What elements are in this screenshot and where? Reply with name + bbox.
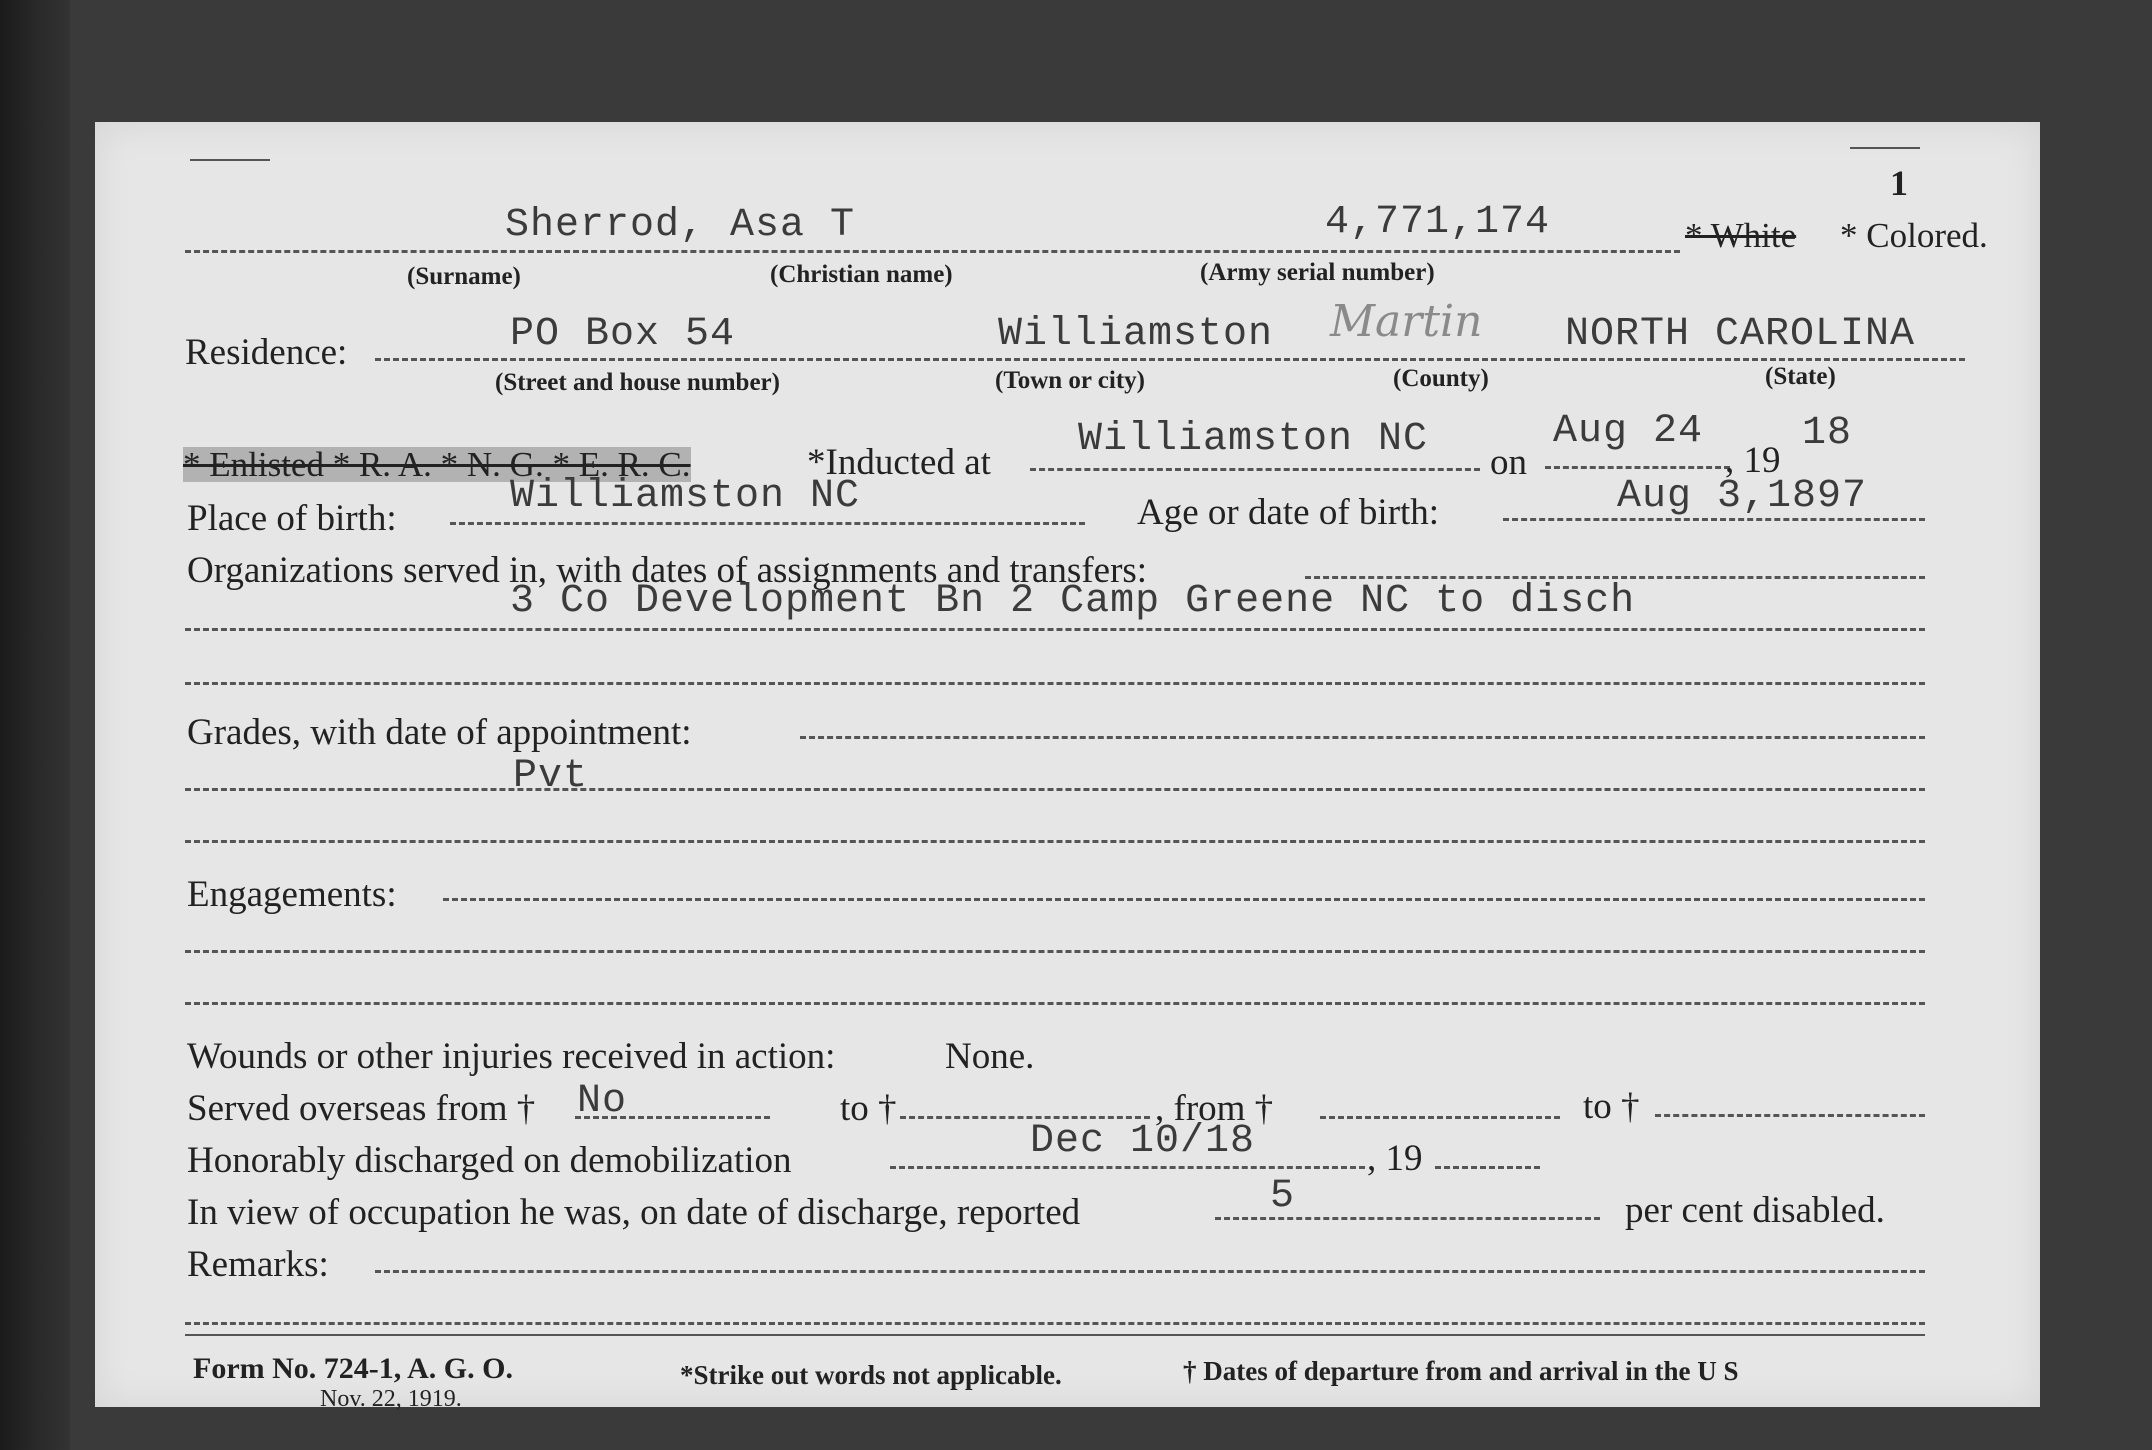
inducted-year-prefix: , 19: [1725, 440, 1781, 481]
birth-date: Aug 3,1897: [1617, 474, 1868, 519]
overseas-from2-label: , from †: [1155, 1088, 1274, 1129]
overseas-to-label: to †: [840, 1088, 897, 1129]
grades-line-3: [185, 840, 1925, 843]
discharge-year-suffix: , 19: [1367, 1138, 1423, 1179]
form-date: Nov. 22, 1919.: [320, 1386, 462, 1412]
disability-line: [1215, 1217, 1600, 1220]
grades-label: Grades, with date of appointment:: [187, 712, 692, 753]
discharge-label: Honorably discharged on demobilization: [187, 1140, 792, 1181]
wounds-label: Wounds or other injuries received in action:: [187, 1036, 836, 1077]
race-option-colored: * Colored.: [1840, 216, 1988, 255]
engagements-line-1: [443, 898, 1925, 901]
caption-state: (State): [1765, 363, 1836, 390]
organizations-line-2: [185, 628, 1925, 631]
grades-line-2: [185, 788, 1925, 791]
overseas-from2-line: [1320, 1116, 1560, 1119]
inducted-date-line: [1545, 466, 1730, 469]
residence-town: Williamston: [998, 312, 1274, 357]
engagements-label: Engagements:: [187, 874, 397, 915]
inducted-label: *Inducted at: [807, 442, 991, 483]
form-number: Form No. 724-1, A. G. O.: [193, 1352, 513, 1385]
birth-place: Williamston NC: [510, 474, 861, 519]
organizations-label: Organizations served in, with dates of assignments and transfers:: [187, 550, 1148, 591]
inducted-line: [1030, 468, 1480, 471]
left-scan-border: [0, 0, 70, 1450]
card-number: 1: [1890, 163, 1908, 203]
caption-street: (Street and house number): [495, 369, 780, 396]
birth-date-label: Age or date of birth:: [1137, 492, 1440, 533]
caption-serial-number: (Army serial number): [1200, 259, 1435, 286]
organizations-line-3: [185, 682, 1925, 685]
engagements-line-2: [185, 950, 1925, 953]
discharge-date: Dec 10/18: [1030, 1119, 1256, 1164]
remarks-line-1: [375, 1270, 1925, 1273]
discharge-line: [890, 1166, 1365, 1169]
remarks-label: Remarks:: [187, 1244, 329, 1285]
enlistment-options: * Enlisted * R. A. * N. G. * E. R. C.: [183, 445, 691, 484]
birth-date-line: [1503, 518, 1925, 521]
top-right-rule: [1850, 147, 1920, 149]
residence-line: [375, 358, 1965, 361]
footer-rule: [185, 1334, 1925, 1336]
caption-town: (Town or city): [995, 367, 1145, 394]
overseas-from-line: [575, 1116, 770, 1119]
name-line: [185, 250, 1680, 253]
race-option-white: * White: [1685, 216, 1797, 255]
wounds-value: None.: [945, 1036, 1035, 1077]
inducted-date: Aug 24: [1553, 409, 1704, 454]
service-record-card: [95, 122, 2040, 1412]
overseas-value: No: [577, 1079, 628, 1124]
birth-place-label: Place of birth:: [187, 498, 397, 539]
grades-line-1: [800, 736, 1925, 739]
footer-note-strike: *Strike out words not applicable.: [680, 1360, 1062, 1390]
grades-value: Pvt: [513, 754, 589, 799]
discharge-year-line: [1435, 1166, 1540, 1169]
top-left-rule: [190, 159, 270, 161]
soldier-name: Sherrod, Asa T: [505, 203, 856, 248]
organizations-value: 3 Co Development Bn 2 Camp Greene NC to disch: [510, 579, 1636, 624]
disability-percent: 5: [1270, 1174, 1296, 1219]
caption-county: (County): [1393, 365, 1489, 392]
overseas-to2-label: to †: [1583, 1086, 1640, 1127]
inducted-on-label: on: [1490, 442, 1527, 483]
residence-street: PO Box 54: [510, 312, 736, 357]
caption-surname: (Surname): [407, 263, 521, 290]
residence-state: NORTH CAROLINA: [1565, 312, 1916, 357]
overseas-label: Served overseas from †: [187, 1088, 536, 1129]
inducted-at: Williamston NC: [1078, 417, 1429, 462]
disability-label: In view of occupation he was, on date of discharge, reported: [187, 1192, 1081, 1233]
disability-suffix: per cent disabled.: [1625, 1190, 1885, 1231]
overseas-to2-line: [1655, 1114, 1925, 1117]
birth-place-line: [450, 522, 1085, 525]
residence-label: Residence:: [185, 332, 348, 373]
serial-number: 4,771,174: [1325, 200, 1551, 245]
engagements-line-3: [185, 1002, 1925, 1005]
footer-note-dates: † Dates of departure from and arrival in the U S: [1183, 1356, 1739, 1386]
caption-christian-name: (Christian name): [770, 261, 953, 288]
residence-county: Martin: [1330, 296, 1483, 347]
inducted-year: 18: [1802, 411, 1853, 456]
remarks-line-2: [185, 1322, 1925, 1325]
